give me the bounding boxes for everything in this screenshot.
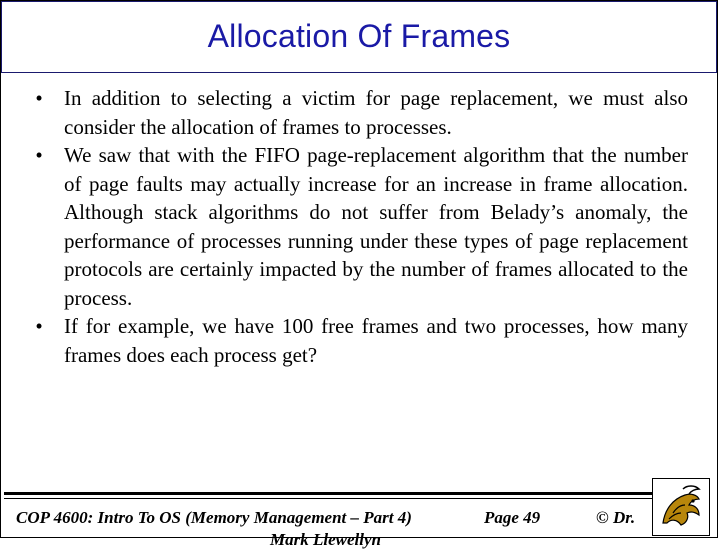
bullet-item xyxy=(28,141,688,312)
footer-page-number: Page 49 xyxy=(484,508,541,527)
slide-title: Allocation Of Frames xyxy=(207,18,511,54)
footer-rule-thin xyxy=(4,498,652,499)
pegasus-logo-icon xyxy=(653,479,709,535)
footer-course: COP 4600: Intro To OS (Memory Management – Part 4) xyxy=(16,508,412,527)
footer-author: Mark Llewellyn xyxy=(270,530,381,549)
logo-box xyxy=(652,478,710,536)
title-box xyxy=(1,1,717,73)
footer-rule-thick xyxy=(4,492,652,495)
bullet-marker: • xyxy=(35,86,43,110)
bullet-item xyxy=(28,312,688,369)
bullet-text: If for example, we have 100 free frames and two processes, how many frames does each process get? xyxy=(64,314,688,367)
slide-content xyxy=(28,84,688,369)
bullet-text: We saw that with the FIFO page-replacement algorithm that the number of page faults may actually increase for an increase in frame allocation. Although stack algorithms do not suffer from Belady’s anomaly, the performance of processes running under these types of page replacement protocols are certainly impacted by the number of frames allocated to the process. xyxy=(64,143,688,310)
bullet-marker: • xyxy=(35,314,43,338)
footer-copyright: © Dr. xyxy=(596,508,636,527)
bullet-text: In addition to selecting a victim for page replacement, we must also consider the allocation of frames to processes. xyxy=(64,86,688,139)
bullet-marker: • xyxy=(35,143,43,167)
bullet-item xyxy=(28,84,688,141)
